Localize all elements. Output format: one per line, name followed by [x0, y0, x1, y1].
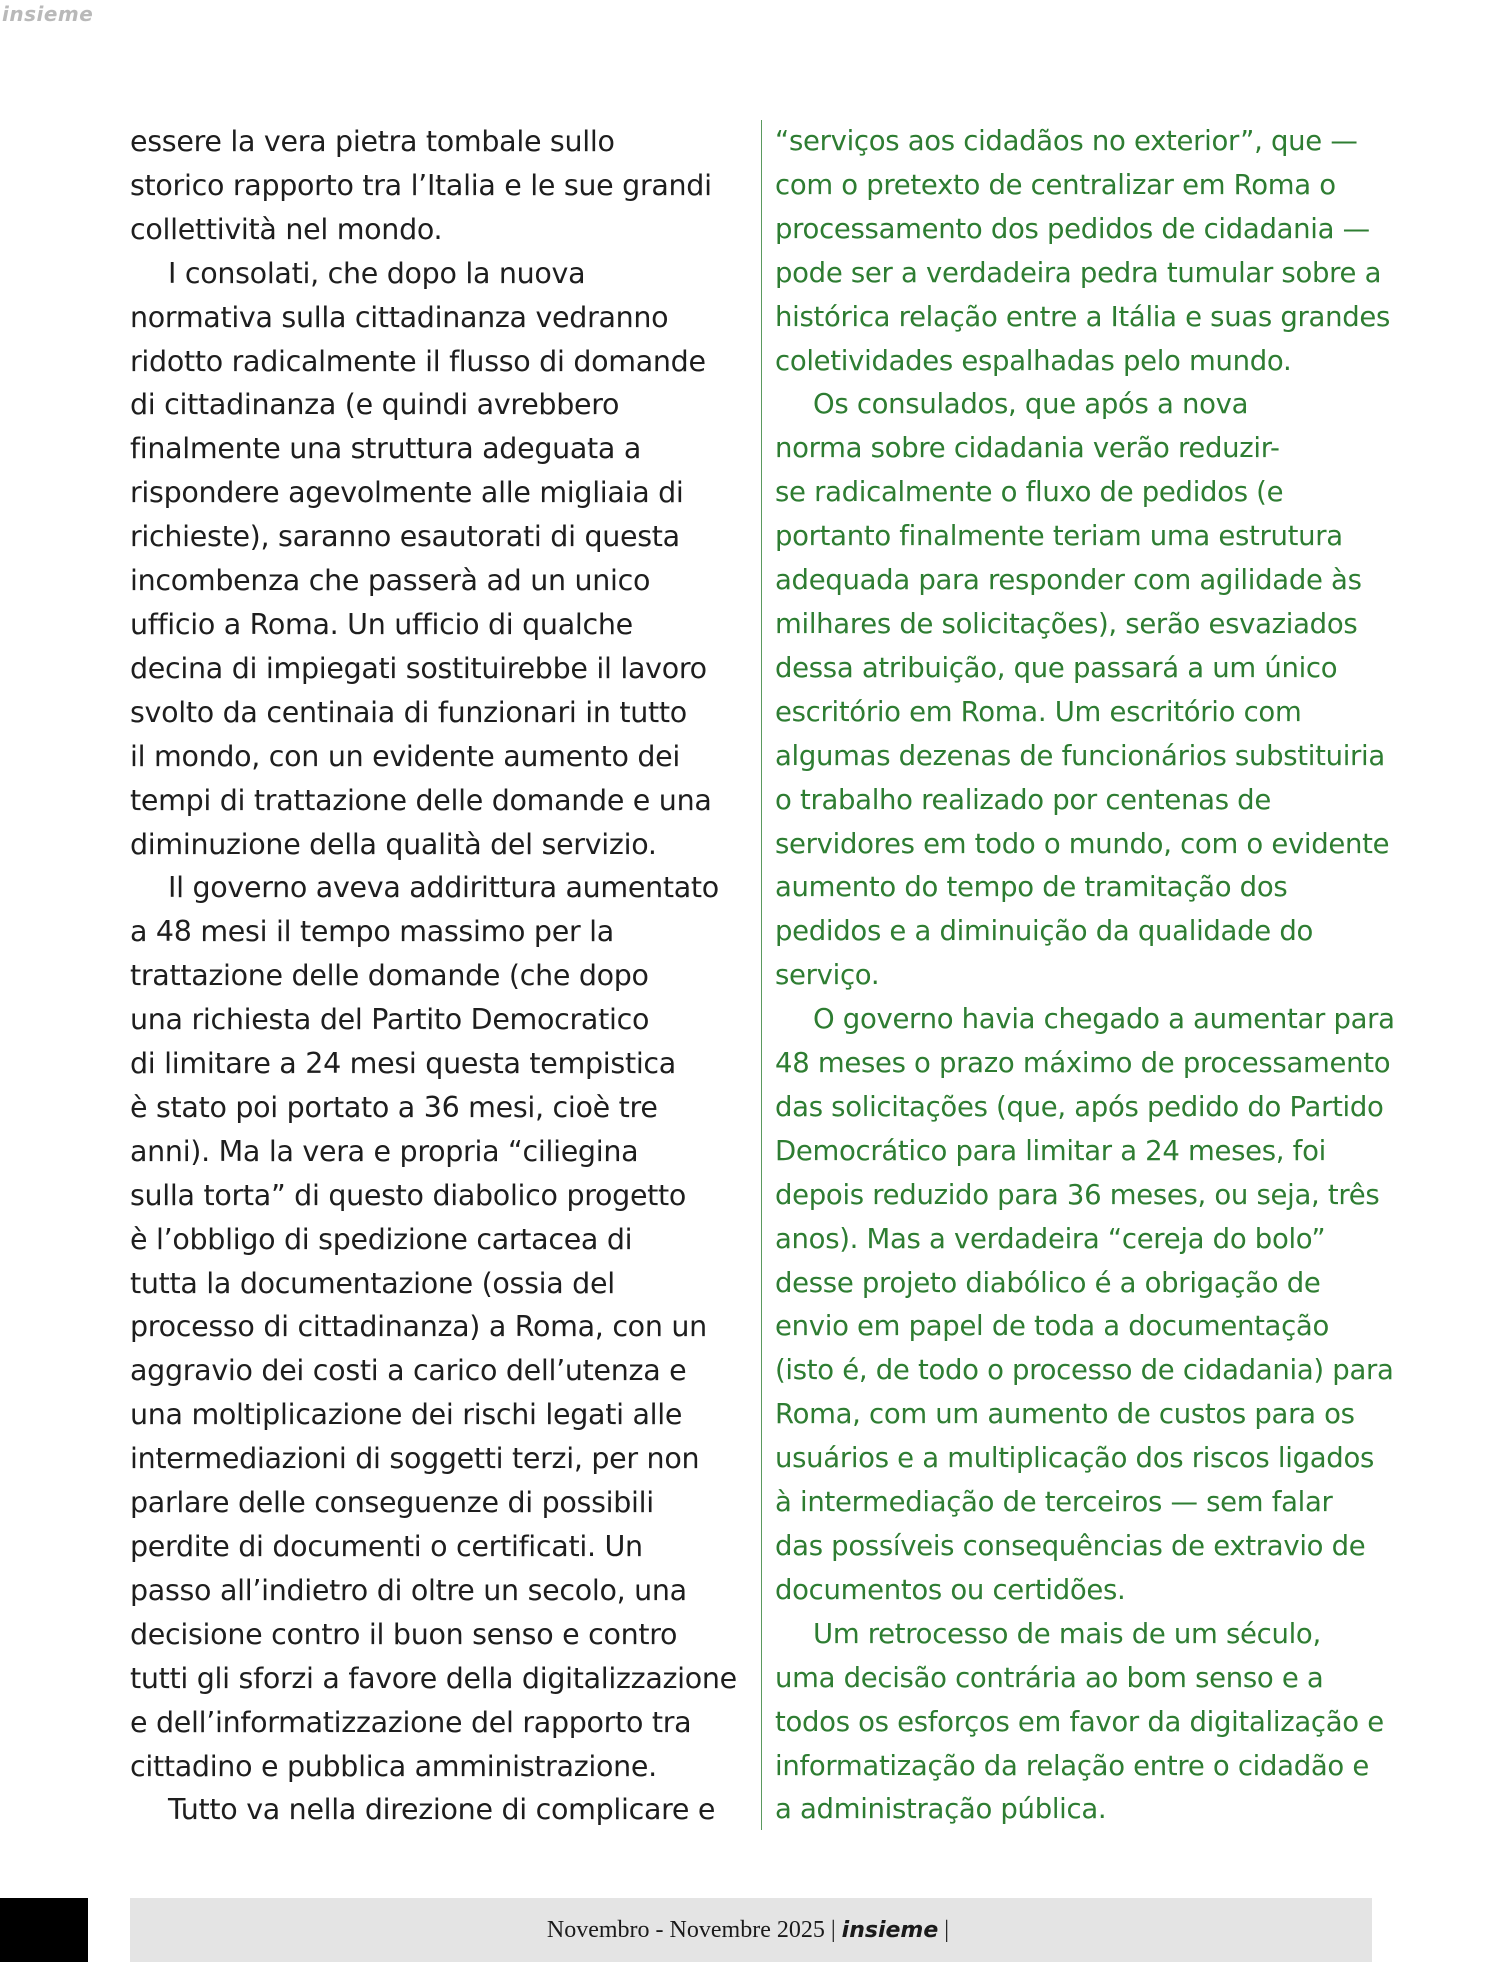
italian-text-line: di cittadinanza (e quindi avrebbero: [130, 388, 620, 422]
footer-bar: [130, 1898, 1372, 1962]
italian-text-line: aggravio dei costi a carico dell’utenza e: [130, 1354, 687, 1388]
portuguese-column: [775, 120, 1395, 1832]
portuguese-text-line: servidores em todo o mundo, com o evidente: [775, 827, 1390, 860]
footer-brand: insieme: [841, 1917, 939, 1943]
portuguese-text-line: algumas dezenas de funcionários substituiria: [775, 739, 1385, 772]
italian-paragraph: [130, 866, 750, 1788]
italian-text-line: processo di cittadinanza) a Roma, con un: [130, 1310, 707, 1344]
portuguese-text-line: depois reduzido para 36 meses, ou seja, três: [775, 1178, 1380, 1211]
italian-text-line: ridotto radicalmente il flusso di domande: [130, 344, 706, 378]
italian-text-line: normativa sulla cittadinanza vedranno: [130, 300, 669, 334]
portuguese-text-line: informatização da relação entre o cidadão e: [775, 1749, 1370, 1782]
italian-text-line: a 48 mesi il tempo massimo per la: [130, 915, 614, 949]
italian-paragraph: [130, 252, 750, 867]
italian-text-line: Il governo aveva addirittura aumentato: [168, 871, 719, 905]
portuguese-text-line: à intermediação de terceiros — sem falar: [775, 1486, 1333, 1519]
italian-text-line: finalmente una struttura adeguata a: [130, 432, 642, 466]
portuguese-paragraph: [775, 998, 1395, 1613]
portuguese-text-line: Um retrocesso de mais de um século,: [813, 1617, 1321, 1650]
italian-text-line: di limitare a 24 mesi questa tempistica: [130, 1047, 676, 1081]
italian-text-line: ufficio a Roma. Un ufficio di qualche: [130, 607, 633, 641]
portuguese-text-line: histórica relação entre a Itália e suas grandes: [775, 300, 1391, 333]
italian-paragraph: [130, 1788, 750, 1832]
italian-text-line: I consolati, che dopo la nuova: [168, 256, 586, 290]
italian-text-line: anni). Ma la vera e propria “ciliegina: [130, 1134, 639, 1168]
portuguese-text-line: documentos ou certidões.: [775, 1573, 1126, 1606]
italian-paragraph: [130, 120, 750, 252]
column-divider: [761, 120, 762, 1830]
portuguese-text-line: todos os esforços em favor da digitalização e: [775, 1705, 1384, 1738]
portuguese-text-line: adequada para responder com agilidade às: [775, 564, 1362, 597]
portuguese-paragraph: [775, 383, 1395, 998]
italian-text-line: il mondo, con un evidente aumento dei: [130, 739, 680, 773]
portuguese-text-line: processamento dos pedidos de cidadania —: [775, 212, 1370, 245]
portuguese-text-line: 48 meses o prazo máximo de processamento: [775, 1047, 1391, 1080]
italian-text-line: decina di impiegati sostituirebbe il lavoro: [130, 651, 707, 685]
portuguese-text-line: se radicalmente o fluxo de pedidos (e: [775, 476, 1284, 509]
footer-page-block: [0, 1898, 88, 1962]
italian-text-line: e dell’informatizzazione del rapporto tra: [130, 1705, 692, 1739]
portuguese-text-line: envio em papel de toda a documentação: [775, 1310, 1330, 1343]
portuguese-text-line: o trabalho realizado por centenas de: [775, 783, 1271, 816]
portuguese-text-line: aumento do tempo de tramitação dos: [775, 871, 1288, 904]
footer-separator-end: |: [944, 1916, 950, 1943]
portuguese-text-line: das solicitações (que, após pedido do Partido: [775, 1090, 1384, 1123]
italian-text-line: parlare delle conseguenze di possibili: [130, 1486, 654, 1520]
italian-text-line: una richiesta del Partito Democratico: [130, 1003, 650, 1037]
italian-text-line: sulla torta” di questo diabolico progetto: [130, 1178, 687, 1212]
portuguese-text-line: coletividades espalhadas pelo mundo.: [775, 344, 1292, 377]
portuguese-text-line: milhares de solicitações), serão esvaziados: [775, 607, 1358, 640]
italian-text-line: è l’obbligo di spedizione cartacea di: [130, 1222, 633, 1256]
italian-text-line: intermediazioni di soggetti terzi, per non: [130, 1442, 700, 1476]
portuguese-text-line: norma sobre cidadania verão reduzir-: [775, 432, 1280, 465]
italian-text-line: decisione contro il buon senso e contro: [130, 1617, 678, 1651]
portuguese-text-line: pode ser a verdadeira pedra tumular sobre a: [775, 256, 1382, 289]
portuguese-paragraph: [775, 120, 1395, 383]
italian-text-line: perdite di documenti o certificati. Un: [130, 1530, 643, 1563]
italian-text-line: trattazione delle domande (che dopo: [130, 959, 649, 993]
italian-text-line: una moltiplicazione dei rischi legati alle: [130, 1398, 683, 1432]
italian-text-line: rispondere agevolmente alle migliaia di: [130, 476, 684, 510]
italian-text-line: storico rapporto tra l’Italia e le sue grandi: [130, 168, 712, 202]
italian-text-line: passo all’indietro di oltre un secolo, una: [130, 1573, 687, 1607]
portuguese-text-line: Os consulados, que após a nova: [813, 388, 1249, 421]
portuguese-text-line: O governo havia chegado a aumentar para: [813, 1003, 1395, 1036]
portuguese-paragraph: [775, 1613, 1395, 1833]
footer-separator: |: [830, 1916, 836, 1943]
portuguese-text-line: serviço.: [775, 959, 880, 992]
portuguese-text-line: uma decisão contrária ao bom senso e a: [775, 1661, 1324, 1694]
italian-text-line: tutta la documentazione (ossia del: [130, 1266, 615, 1300]
italian-text-line: cittadino e pubblica amministrazione.: [130, 1749, 657, 1783]
portuguese-text-line: a administração pública.: [775, 1793, 1107, 1826]
portuguese-text-line: portanto finalmente teriam uma estrutura: [775, 520, 1343, 553]
italian-column: [130, 120, 750, 1832]
portuguese-text-line: pedidos e a diminuição da qualidade do: [775, 915, 1314, 948]
footer-issue: Novembro - Novembre 2025: [546, 1916, 825, 1943]
italian-text-line: svolto da centinaia di funzionari in tutto: [130, 695, 687, 729]
italian-text-line: incombenza che passerà ad un unico: [130, 564, 651, 598]
portuguese-text-line: das possíveis consequências de extravio de: [775, 1530, 1366, 1562]
portuguese-text-line: usuários e a multiplicação dos riscos ligados: [775, 1442, 1374, 1475]
portuguese-text-line: “serviços aos cidadãos no exterior”, que —: [775, 125, 1358, 157]
masthead-logo: insieme: [2, 2, 94, 26]
portuguese-text-line: desse projeto diabólico é a obrigação de: [775, 1266, 1321, 1299]
italian-text-line: è stato poi portato a 36 mesi, cioè tre: [130, 1090, 658, 1124]
italian-text-line: collettività nel mondo.: [130, 212, 443, 246]
portuguese-text-line: Roma, com um aumento de custos para os: [775, 1398, 1355, 1431]
italian-text-line: tempi di trattazione delle domande e una: [130, 783, 712, 817]
portuguese-text-line: escritório em Roma. Um escritório com: [775, 695, 1302, 728]
italian-text-line: Tutto va nella direzione di complicare e: [168, 1793, 716, 1827]
portuguese-text-line: anos). Mas a verdadeira “cereja do bolo”: [775, 1222, 1326, 1255]
portuguese-text-line: dessa atribuição, que passará a um único: [775, 651, 1338, 684]
italian-text-line: essere la vera pietra tombale sullo: [130, 125, 615, 158]
portuguese-text-line: (isto é, de todo o processo de cidadania) para: [775, 1354, 1394, 1387]
portuguese-text-line: com o pretexto de centralizar em Roma o: [775, 168, 1336, 201]
italian-text-line: tutti gli sforzi a favore della digitalizzazione: [130, 1661, 737, 1695]
italian-text-line: diminuzione della qualità del servizio.: [130, 827, 657, 861]
portuguese-text-line: Democrático para limitar a 24 meses, foi: [775, 1134, 1326, 1167]
italian-text-line: richieste), saranno esautorati di questa: [130, 520, 680, 554]
